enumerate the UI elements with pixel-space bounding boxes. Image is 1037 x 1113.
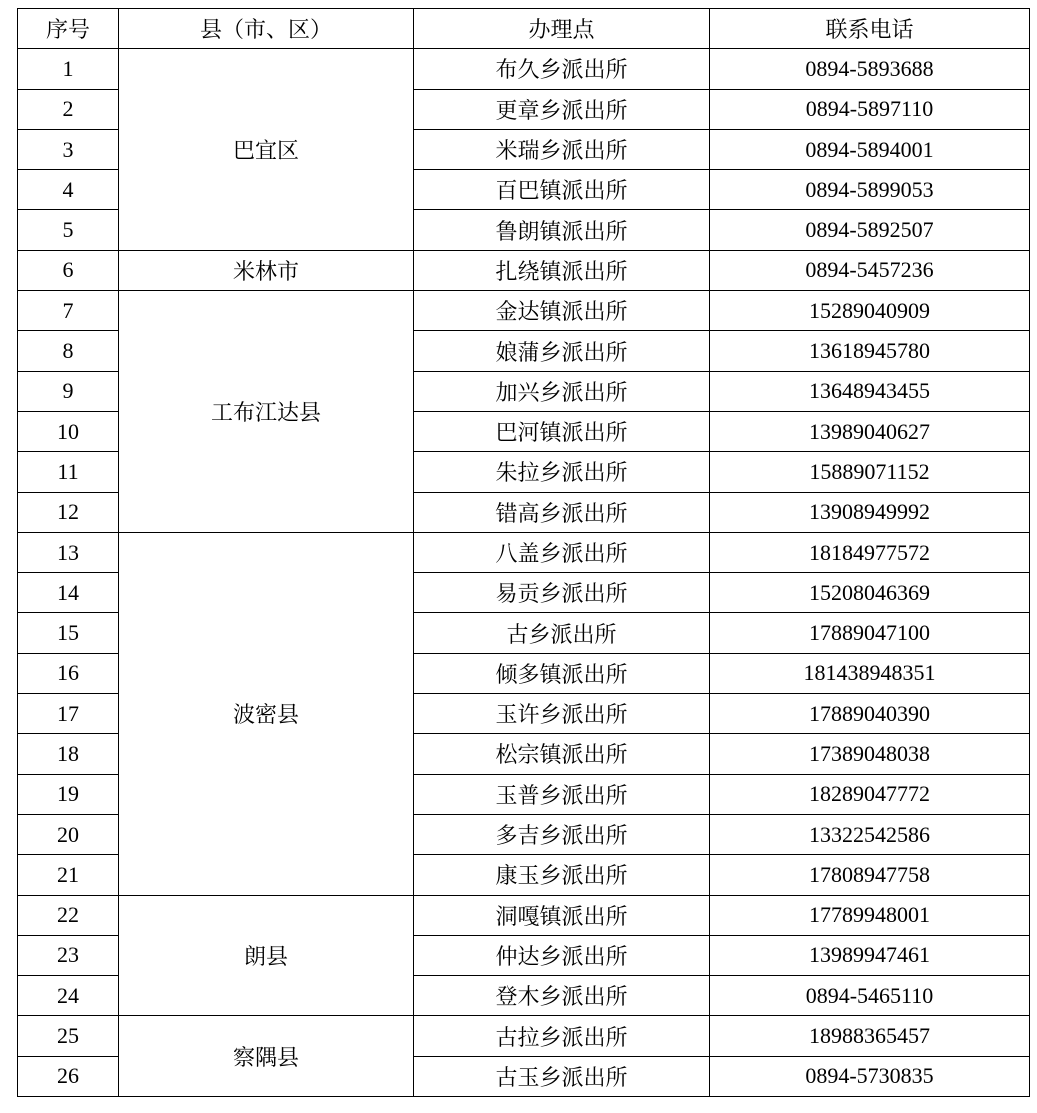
row-index: 19 bbox=[18, 774, 119, 814]
phone-cell: 13989947461 bbox=[710, 935, 1030, 975]
row-index: 5 bbox=[18, 210, 119, 250]
office-cell: 加兴乡派出所 bbox=[414, 371, 710, 411]
county-cell: 波密县 bbox=[119, 532, 414, 895]
row-index: 14 bbox=[18, 573, 119, 613]
phone-cell: 13322542586 bbox=[710, 814, 1030, 854]
phone-cell: 13989040627 bbox=[710, 411, 1030, 451]
office-cell: 松宗镇派出所 bbox=[414, 734, 710, 774]
phone-cell: 13648943455 bbox=[710, 371, 1030, 411]
table-row bbox=[18, 49, 1030, 89]
header-county: 县（市、区） bbox=[119, 9, 414, 49]
office-cell: 鲁朗镇派出所 bbox=[414, 210, 710, 250]
row-index: 2 bbox=[18, 89, 119, 129]
phone-cell: 17389048038 bbox=[710, 734, 1030, 774]
office-cell: 巴河镇派出所 bbox=[414, 411, 710, 451]
office-cell: 更章乡派出所 bbox=[414, 89, 710, 129]
row-index: 16 bbox=[18, 653, 119, 693]
phone-cell: 17789948001 bbox=[710, 895, 1030, 935]
phone-cell: 0894-5457236 bbox=[710, 250, 1030, 290]
header-office: 办理点 bbox=[414, 9, 710, 49]
office-cell: 八盖乡派出所 bbox=[414, 532, 710, 572]
county-cell: 朗县 bbox=[119, 895, 414, 1016]
row-index: 8 bbox=[18, 331, 119, 371]
table-row bbox=[18, 532, 1030, 572]
phone-cell: 18988365457 bbox=[710, 1016, 1030, 1056]
office-cell: 登木乡派出所 bbox=[414, 976, 710, 1016]
phone-cell: 18184977572 bbox=[710, 532, 1030, 572]
office-cell: 朱拉乡派出所 bbox=[414, 452, 710, 492]
office-cell: 布久乡派出所 bbox=[414, 49, 710, 89]
header-index: 序号 bbox=[18, 9, 119, 49]
table-row bbox=[18, 291, 1030, 331]
table-row bbox=[18, 250, 1030, 290]
office-cell: 古玉乡派出所 bbox=[414, 1056, 710, 1096]
office-cell: 米瑞乡派出所 bbox=[414, 129, 710, 169]
office-cell: 金达镇派出所 bbox=[414, 291, 710, 331]
row-index: 15 bbox=[18, 613, 119, 653]
office-cell: 古拉乡派出所 bbox=[414, 1016, 710, 1056]
row-index: 6 bbox=[18, 250, 119, 290]
police-office-table bbox=[17, 8, 1030, 1097]
row-index: 18 bbox=[18, 734, 119, 774]
phone-cell: 0894-5730835 bbox=[710, 1056, 1030, 1096]
phone-cell: 17889047100 bbox=[710, 613, 1030, 653]
office-cell: 多吉乡派出所 bbox=[414, 814, 710, 854]
office-cell: 玉许乡派出所 bbox=[414, 694, 710, 734]
table-body bbox=[18, 49, 1030, 1097]
phone-cell: 15208046369 bbox=[710, 573, 1030, 613]
row-index: 9 bbox=[18, 371, 119, 411]
row-index: 20 bbox=[18, 814, 119, 854]
office-cell: 百巴镇派出所 bbox=[414, 170, 710, 210]
office-cell: 娘蒲乡派出所 bbox=[414, 331, 710, 371]
phone-cell: 13908949992 bbox=[710, 492, 1030, 532]
office-cell: 洞嘎镇派出所 bbox=[414, 895, 710, 935]
row-index: 7 bbox=[18, 291, 119, 331]
county-cell: 工布江达县 bbox=[119, 291, 414, 533]
header-row bbox=[18, 9, 1030, 49]
row-index: 22 bbox=[18, 895, 119, 935]
county-cell: 巴宜区 bbox=[119, 49, 414, 250]
row-index: 3 bbox=[18, 129, 119, 169]
row-index: 23 bbox=[18, 935, 119, 975]
phone-cell: 0894-5899053 bbox=[710, 170, 1030, 210]
row-index: 25 bbox=[18, 1016, 119, 1056]
row-index: 24 bbox=[18, 976, 119, 1016]
table-row bbox=[18, 895, 1030, 935]
phone-cell: 13618945780 bbox=[710, 331, 1030, 371]
row-index: 4 bbox=[18, 170, 119, 210]
table-row bbox=[18, 1016, 1030, 1056]
row-index: 21 bbox=[18, 855, 119, 895]
header-phone: 联系电话 bbox=[710, 9, 1030, 49]
phone-cell: 0894-5893688 bbox=[710, 49, 1030, 89]
office-cell: 仲达乡派出所 bbox=[414, 935, 710, 975]
row-index: 1 bbox=[18, 49, 119, 89]
phone-cell: 17889040390 bbox=[710, 694, 1030, 734]
county-cell: 米林市 bbox=[119, 250, 414, 290]
row-index: 12 bbox=[18, 492, 119, 532]
office-cell: 易贡乡派出所 bbox=[414, 573, 710, 613]
phone-cell: 0894-5897110 bbox=[710, 89, 1030, 129]
phone-cell: 0894-5465110 bbox=[710, 976, 1030, 1016]
row-index: 10 bbox=[18, 411, 119, 451]
row-index: 26 bbox=[18, 1056, 119, 1096]
office-cell: 扎绕镇派出所 bbox=[414, 250, 710, 290]
phone-cell: 0894-5892507 bbox=[710, 210, 1030, 250]
phone-cell: 17808947758 bbox=[710, 855, 1030, 895]
row-index: 17 bbox=[18, 694, 119, 734]
phone-cell: 15289040909 bbox=[710, 291, 1030, 331]
phone-cell: 18289047772 bbox=[710, 774, 1030, 814]
office-cell: 错高乡派出所 bbox=[414, 492, 710, 532]
phone-cell: 15889071152 bbox=[710, 452, 1030, 492]
office-cell: 古乡派出所 bbox=[414, 613, 710, 653]
office-cell: 倾多镇派出所 bbox=[414, 653, 710, 693]
county-cell: 察隅县 bbox=[119, 1016, 414, 1097]
row-index: 13 bbox=[18, 532, 119, 572]
office-cell: 康玉乡派出所 bbox=[414, 855, 710, 895]
phone-cell: 181438948351 bbox=[710, 653, 1030, 693]
row-index: 11 bbox=[18, 452, 119, 492]
office-cell: 玉普乡派出所 bbox=[414, 774, 710, 814]
phone-cell: 0894-5894001 bbox=[710, 129, 1030, 169]
